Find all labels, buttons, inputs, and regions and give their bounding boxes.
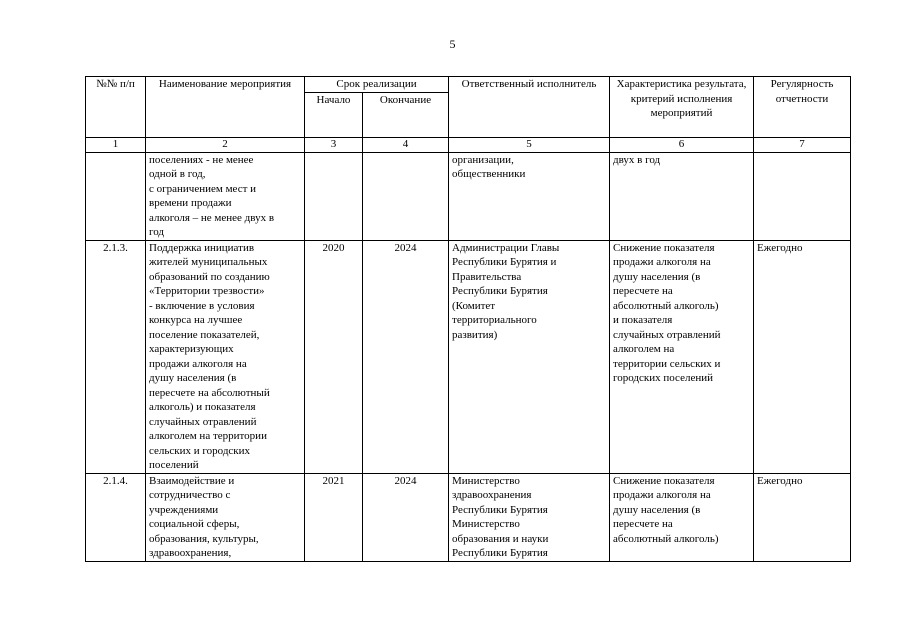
row-end: 2024 [363,240,449,473]
header-row [86,77,851,93]
row-name: поселениях - не менее одной в год, с ограничением мест и времени продажи алкоголя – не менее двух в год [146,152,305,240]
column-number-row [86,137,851,152]
row-start: 2021 [305,473,363,561]
row-result: двух в год [610,152,754,240]
column-number: 5 [449,137,610,152]
column-number: 7 [754,137,851,152]
table-row [86,473,851,561]
row-end [363,152,449,240]
table-row [86,152,851,240]
row-start: 2020 [305,240,363,473]
row-regularity: Ежегодно [754,240,851,473]
row-num: 2.1.3. [86,240,146,473]
header-start: Начало [305,92,363,137]
column-number: 2 [146,137,305,152]
row-responsible: Администрации Главы Республики Бурятия и Правительства Республики Бурятия (Комитет территориального развития) [449,240,610,473]
row-result: Снижение показателя продажи алкоголя на душу населения (в пересчете на абсолютный алкоголь) и показателя случайных отравлений алкоголем на территории сельских и городских поселений [610,240,754,473]
row-num [86,152,146,240]
row-regularity [754,152,851,240]
row-responsible: Министерство здравоохранения Республики Бурятия Министерство образования и науки Республики Бурятия [449,473,610,561]
row-end: 2024 [363,473,449,561]
header-regularity: Регулярность отчетности [754,77,851,138]
page-number: 5 [449,37,456,51]
measures-table [85,76,851,562]
row-start [305,152,363,240]
header-result: Характеристика результата, критерий исполнения мероприятий [610,77,754,138]
header-responsible: Ответственный исполнитель [449,77,610,138]
row-num: 2.1.4. [86,473,146,561]
column-number: 1 [86,137,146,152]
row-regularity: Ежегодно [754,473,851,561]
table-row [86,240,851,473]
row-name: Взаимодействие и сотрудничество с учреждениями социальной сферы, образования, культуры, здравоохранения, [146,473,305,561]
header-period: Срок реализации [305,77,449,93]
column-number: 3 [305,137,363,152]
column-number: 4 [363,137,449,152]
row-responsible: организации, общественники [449,152,610,240]
header-name: Наименование мероприятия [146,77,305,138]
header-end: Окончание [363,92,449,137]
header-num: №№ п/п [86,77,146,138]
column-number: 6 [610,137,754,152]
row-name: Поддержка инициатив жителей муниципальных образований по созданию «Территории трезвости» - включение в условия конкурса на лучшее поселение показателей, характеризующих продажи алкоголя на душу населения (в пересчете на абсолютный алкоголь) и показателя случайных отравлений алкоголем на территории сельских и городских поселений [146,240,305,473]
row-result: Снижение показателя продажи алкоголя на душу населения (в пересчете на абсолютный алкоголь) [610,473,754,561]
